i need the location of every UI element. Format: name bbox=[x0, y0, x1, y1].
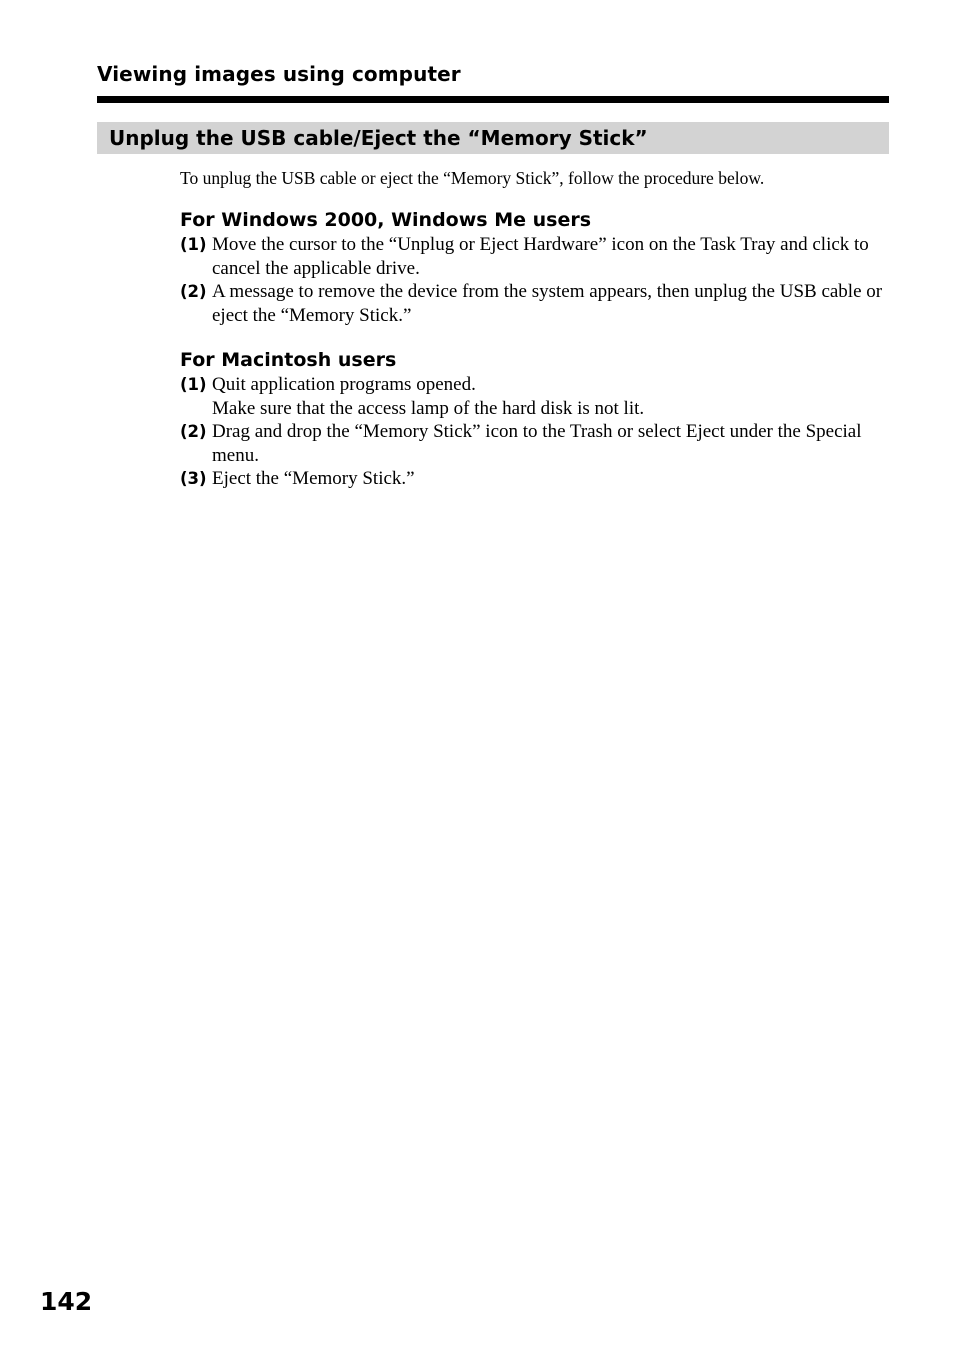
topic-content bbox=[180, 166, 886, 491]
section-header-title: Viewing images using computer bbox=[97, 62, 461, 86]
macintosh-heading: For Macintosh users bbox=[180, 349, 397, 371]
windows-step-1 bbox=[180, 233, 886, 280]
step-text: Drag and drop the “Memory Stick” icon to the Trash or select Eject under the Special menu. bbox=[212, 421, 862, 466]
step-text: A message to remove the device from the system appears, then unplug the USB cable or eject the “Memory Stick.” bbox=[212, 281, 883, 326]
macintosh-step-3 bbox=[180, 467, 886, 491]
windows-steps-list bbox=[180, 233, 886, 327]
intro-paragraph: To unplug the USB cable or eject the “Memory Stick”, follow the procedure below. bbox=[180, 168, 765, 188]
step-number: (3) bbox=[180, 469, 207, 488]
windows-step-2 bbox=[180, 280, 886, 327]
macintosh-step-1 bbox=[180, 373, 886, 420]
windows-heading: For Windows 2000, Windows Me users bbox=[180, 209, 592, 231]
topic-title-bar bbox=[97, 122, 889, 154]
macintosh-steps-list bbox=[180, 373, 886, 491]
step-number: (1) bbox=[180, 235, 207, 254]
step-text: Quit application programs opened. bbox=[212, 374, 476, 395]
step-text: Move the cursor to the “Unplug or Eject Hardware” icon on the Task Tray and click to cancel the applicable drive. bbox=[212, 234, 869, 279]
step-number: (2) bbox=[180, 422, 207, 441]
step-number: (1) bbox=[180, 375, 207, 394]
step-text: Eject the “Memory Stick.” bbox=[212, 468, 415, 489]
step-note: Make sure that the access lamp of the hard disk is not lit. bbox=[212, 397, 645, 419]
macintosh-step-2 bbox=[180, 420, 886, 467]
topic-title: Unplug the USB cable/Eject the “Memory Stick” bbox=[109, 126, 648, 150]
page-number: 142 bbox=[40, 1287, 93, 1316]
step-number: (2) bbox=[180, 282, 207, 301]
header-rule bbox=[97, 96, 889, 103]
